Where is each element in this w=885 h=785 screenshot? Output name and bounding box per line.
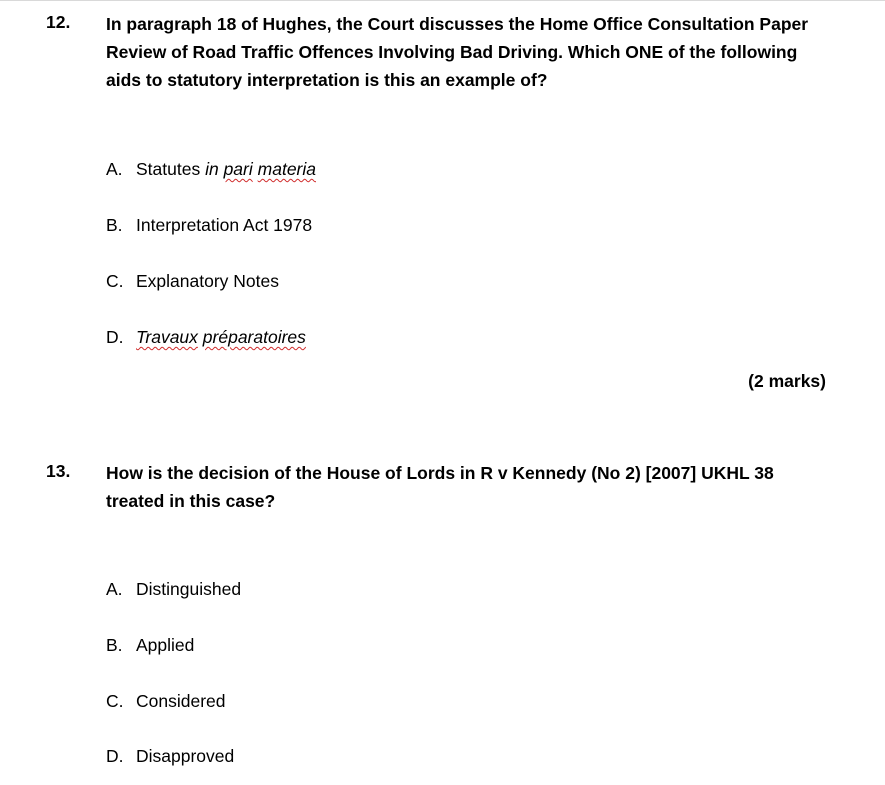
option-letter: C. xyxy=(106,691,124,711)
q12-option-a[interactable] xyxy=(106,159,316,180)
q12-option-d[interactable] xyxy=(106,327,306,348)
option-text: Considered xyxy=(136,691,226,711)
option-italic-word: Travaux xyxy=(136,327,198,347)
option-letter: B. xyxy=(106,215,123,235)
question-12-number: 12. xyxy=(46,12,71,32)
option-letter: A. xyxy=(106,159,123,179)
option-text: Distinguished xyxy=(136,579,242,599)
q12-option-b[interactable] xyxy=(106,215,312,236)
option-text: Explanatory Notes xyxy=(136,271,279,291)
question-12-marks: (2 marks) xyxy=(748,371,826,391)
q13-option-a[interactable] xyxy=(106,579,241,600)
q13-option-d[interactable] xyxy=(106,746,234,767)
q12-option-c[interactable] xyxy=(106,271,279,292)
q13-option-b[interactable] xyxy=(106,635,194,656)
option-text: Applied xyxy=(136,635,195,655)
question-12-text: In paragraph 18 of Hughes, the Court discusses the Home Office Consultation Paper Review of Road Traffic Offences Involving Bad Driving. Which ONE of the following aids to statutory interpretation is this an example of? xyxy=(106,14,809,90)
option-text: Disapproved xyxy=(136,746,235,766)
option-letter: A. xyxy=(106,579,123,599)
option-italic-word: in xyxy=(205,159,219,179)
option-letter: D. xyxy=(106,327,124,347)
option-letter: C. xyxy=(106,271,124,291)
option-italic-word: préparatoires xyxy=(202,327,306,347)
page-top-border xyxy=(0,0,885,1)
question-13-number: 13. xyxy=(46,461,71,481)
option-italic-word: materia xyxy=(257,159,316,179)
question-13-text: How is the decision of the House of Lords in R v Kennedy (No 2) [2007] UKHL 38 treated in this case? xyxy=(106,463,774,511)
option-letter: B. xyxy=(106,635,123,655)
option-text: Statutes xyxy=(136,159,206,179)
option-text: Interpretation Act 1978 xyxy=(136,215,313,235)
option-italic-word: pari xyxy=(223,159,253,179)
q13-option-c[interactable] xyxy=(106,691,226,712)
option-letter: D. xyxy=(106,746,124,766)
